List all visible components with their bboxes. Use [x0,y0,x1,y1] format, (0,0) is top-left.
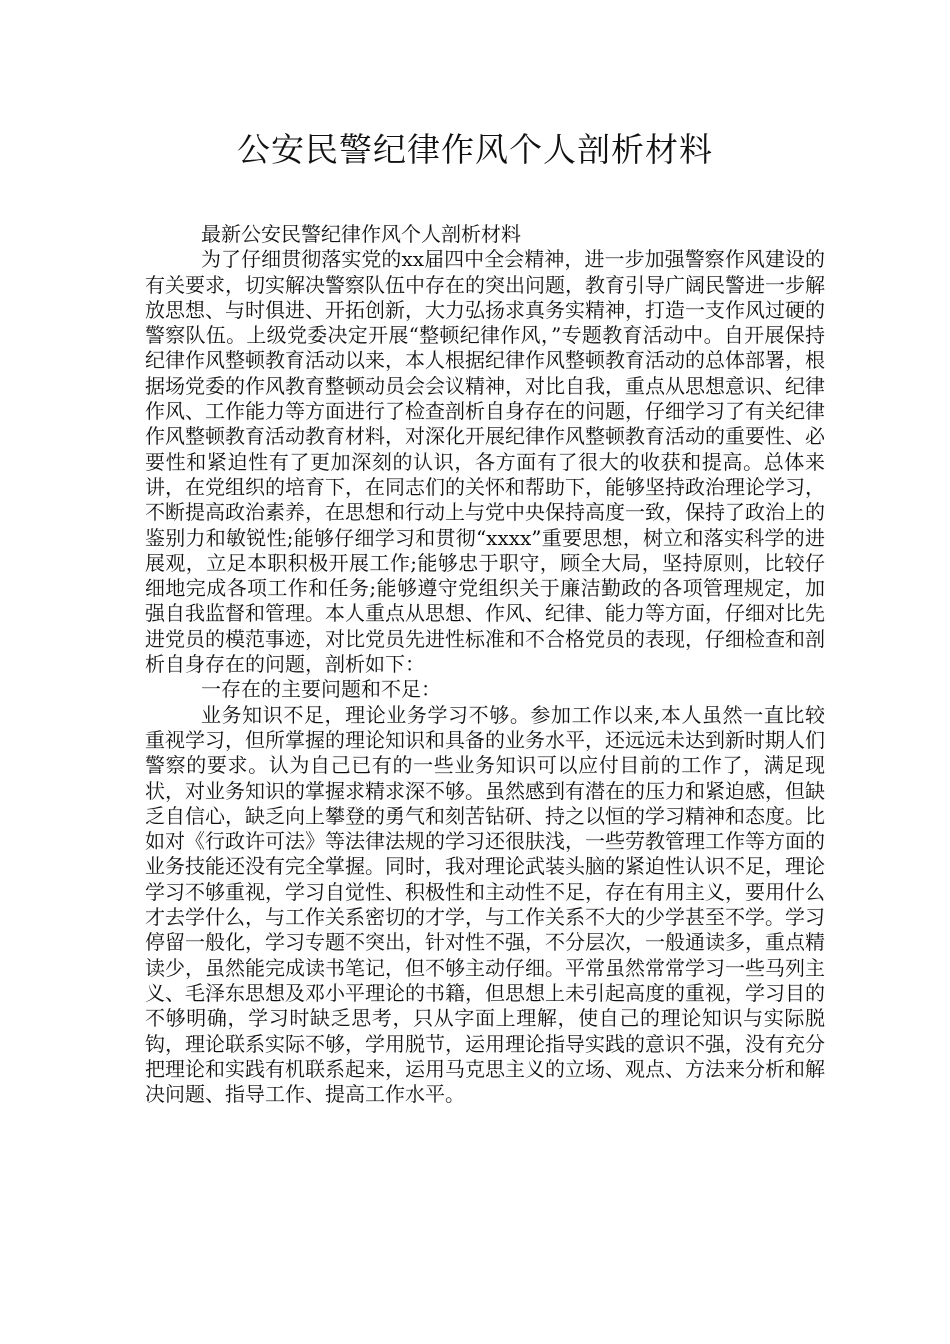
section-heading-problems: 一存在的主要问题和不足： [201,677,441,702]
subtitle-paragraph: 最新公安民警纪律作风个人剖析材料 [201,222,521,246]
document-title: 公安民警纪律作风个人剖析材料 [237,130,713,169]
document-body [145,222,825,1107]
intro-paragraph: 为了仔细贯彻落实党的xx届四中全会精神，进一步加强警察作风建设的有关要求，切实解决警察队伍中存在的突出问题，教育引导广阔民警进一步解放思想、与时俱进、开拓创新，大力弘扬求真务实精神，打造一支作风过硬的警察队伍。上级党委决定开展“整顿纪律作风，”专题教育活动中。自开展保持纪律作风整顿教育活动以来，本人根据纪律作风整顿教育活动的总体部署，根据场党委的作风教育整顿动员会会议精神，对比自我，重点从思想意识、纪律作风、工作能力等方面进行了检查剖析自身存在的问题，仔细学习了有关纪律作风整顿教育活动教育材料，对深化开展纪律作风整顿教育活动的重要性、必要性和紧迫性有了更加深刻的认识，各方面有了很大的收获和提高。总体来讲，在党组织的培育下，在同志们的关怀和帮助下，能够坚持政治理论学习，不断提高政治素养，在思想和行动上与党中央保持高度一致，保持了政治上的鉴别力和敏锐性;能够仔细学习和贯彻“xxxx”重要思想，树立和落实科学的进展观，立足本职积极开展工作;能够忠于职守，顾全大局，坚持原则，比较仔细地完成各项工作和任务;能够遵守党组织关于廉洁勤政的各项管理规定，加强自我监督和管理。本人重点从思想、作风、纪律、能力等方面，仔细对比先进党员的模范事迹，对比党员先进性标准和不合格党员的表现，仔细检查和剖析自身存在的问题，剖析如下： [145,247,825,677]
problem-paragraph: 业务知识不足，理论业务学习不够。参加工作以来,本人虽然一直比较重视学习，但所掌握的理论知识和具备的业务水平，还远远未达到新时期人们警察的要求。认为自己已有的一些业务知识可以应付目前的工作了，满足现状，对业务知识的掌握求精求深不够。虽然感到有潜在的压力和紧迫感，但缺乏自信心，缺乏向上攀登的勇气和刻苦钻研、持之以恒的学习精神和态度。比如对《行政许可法》等法律法规的学习还很肤浅，一些劳教管理工作等方面的业务技能还没有完全掌握。同时，我对理论武装头脑的紧迫性认识不足，理论学习不够重视，学习自觉性、积极性和主动性不足，存在有用主义，要用什么才去学什么，与工作关系密切的才学，与工作关系不大的少学甚至不学。学习停留一般化，学习专题不突出，针对性不强，不分层次，一般通读多，重点精读少，虽然能完成读书笔记，但不够主动仔细。平常虽然常常学习一些马列主义、毛泽东思想及邓小平理论的书籍，但思想上未引起高度的重视，学习目的不够明确，学习时缺乏思考，只从字面上理解，使自己的理论知识与实际脱钩，理论联系实际不够，学用脱节，运用理论指导实践的意识不强，没有充分把理论和实践有机联系起来，运用马克思主义的立场、观点、方法来分析和解决问题、指导工作、提高工作水平。 [145,702,825,1107]
